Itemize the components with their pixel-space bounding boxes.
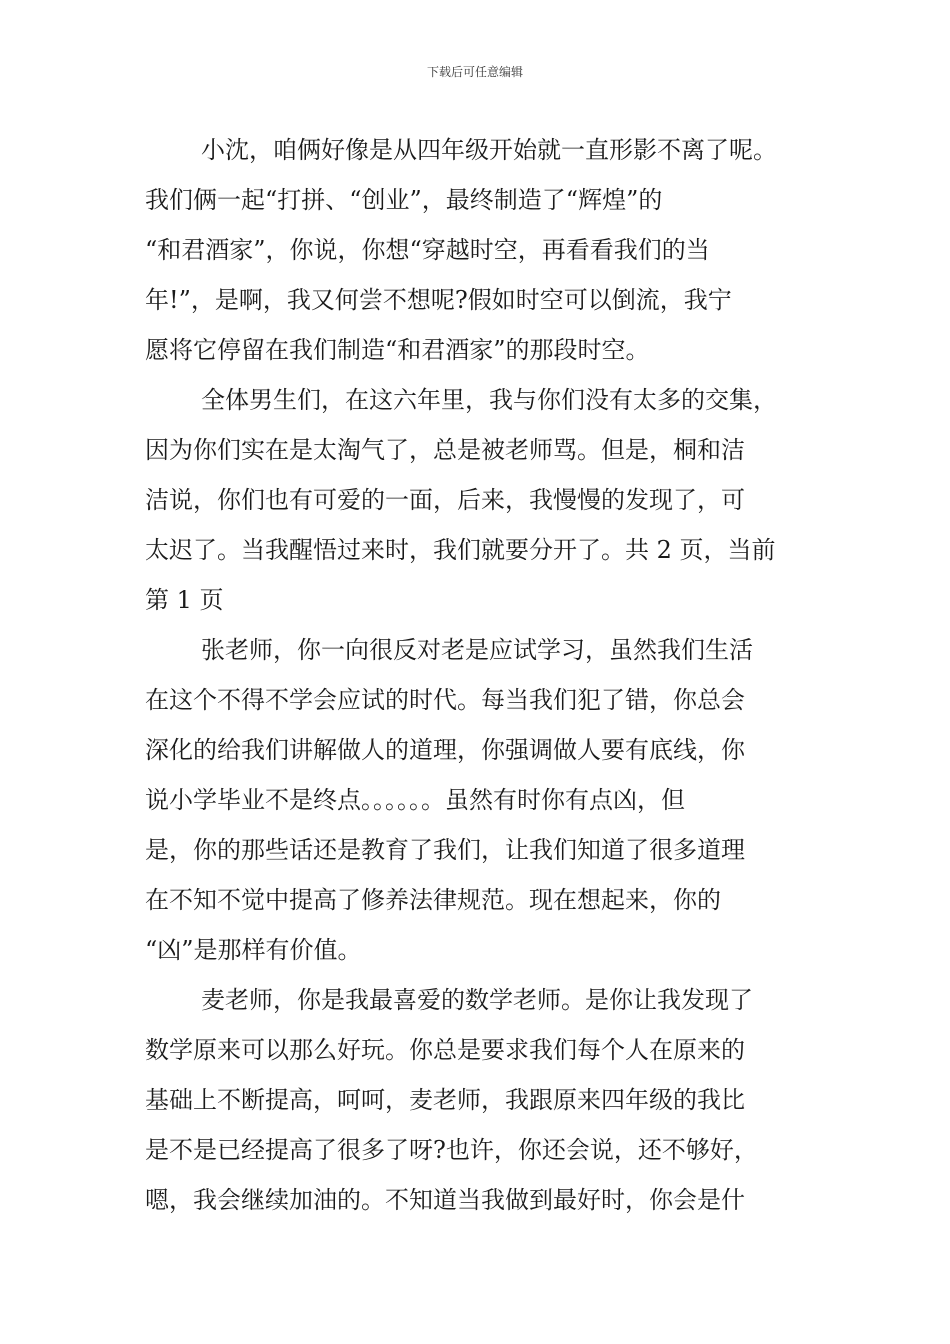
page-header: 下载后可任意编辑 <box>426 65 523 79</box>
text-line: 张老师，你一向很反对老是应试学习，虽然我们生活 <box>201 636 753 664</box>
text-line: 麦老师，你是我最喜爱的数学老师。是你让我发现了 <box>201 986 753 1014</box>
text-line: 深化的给我们讲解做人的道理，你强调做人要有底线，你 <box>145 736 745 764</box>
text-line: 基础上不断提高，呵呵，麦老师，我跟原来四年级的我比 <box>145 1086 745 1114</box>
text-line: 我们俩一起“打拼、“创业”，最终制造了“辉煌”的 <box>145 186 663 214</box>
text-line: 是，你的那些话还是教育了我们，让我们知道了很多道理 <box>145 836 745 864</box>
text-line: “和君酒家”，你说，你想“穿越时空，再看看我们的当 <box>145 236 710 264</box>
text-line: 洁说，你们也有可爱的一面，后来，我慢慢的发现了，可 <box>145 486 745 514</box>
body-text <box>145 125 810 1225</box>
text-line: 是不是已经提高了很多了呀?也许，你还会说，还不够好， <box>145 1136 758 1164</box>
text-line: 嗯，我会继续加油的。不知道当我做到最好时，你会是什 <box>145 1186 745 1214</box>
text-line: 第 1 页 <box>145 586 224 614</box>
text-line: 因为你们实在是太淘气了，总是被老师骂。但是，桐和洁 <box>145 436 745 464</box>
text-line: 太迟了。当我醒悟过来时，我们就要分开了。共 2 页，当前 <box>145 536 776 564</box>
text-line: 在这个不得不学会应试的时代。每当我们犯了错，你总会 <box>145 686 745 714</box>
text-line: 数学原来可以那么好玩。你总是要求我们每个人在原来的 <box>145 1036 745 1064</box>
text-line: 年!”，是啊，我又何尝不想呢?假如时空可以倒流，我宁 <box>145 286 732 314</box>
text-line: 愿将它停留在我们制造“和君酒家”的那段时空。 <box>145 336 650 364</box>
text-line: 在不知不觉中提高了修养法律规范。现在想起来，你的 <box>145 886 721 914</box>
text-line: 全体男生们，在这六年里，我与你们没有太多的交集， <box>201 386 777 414</box>
text-line: 小沈，咱俩好像是从四年级开始就一直形影不离了呢。 <box>201 136 777 164</box>
text-line: 说小学毕业不是终点。。。。。。虽然有时你有点凶，但 <box>145 786 685 814</box>
text-line: “凶”是那样有价值。 <box>145 936 362 964</box>
